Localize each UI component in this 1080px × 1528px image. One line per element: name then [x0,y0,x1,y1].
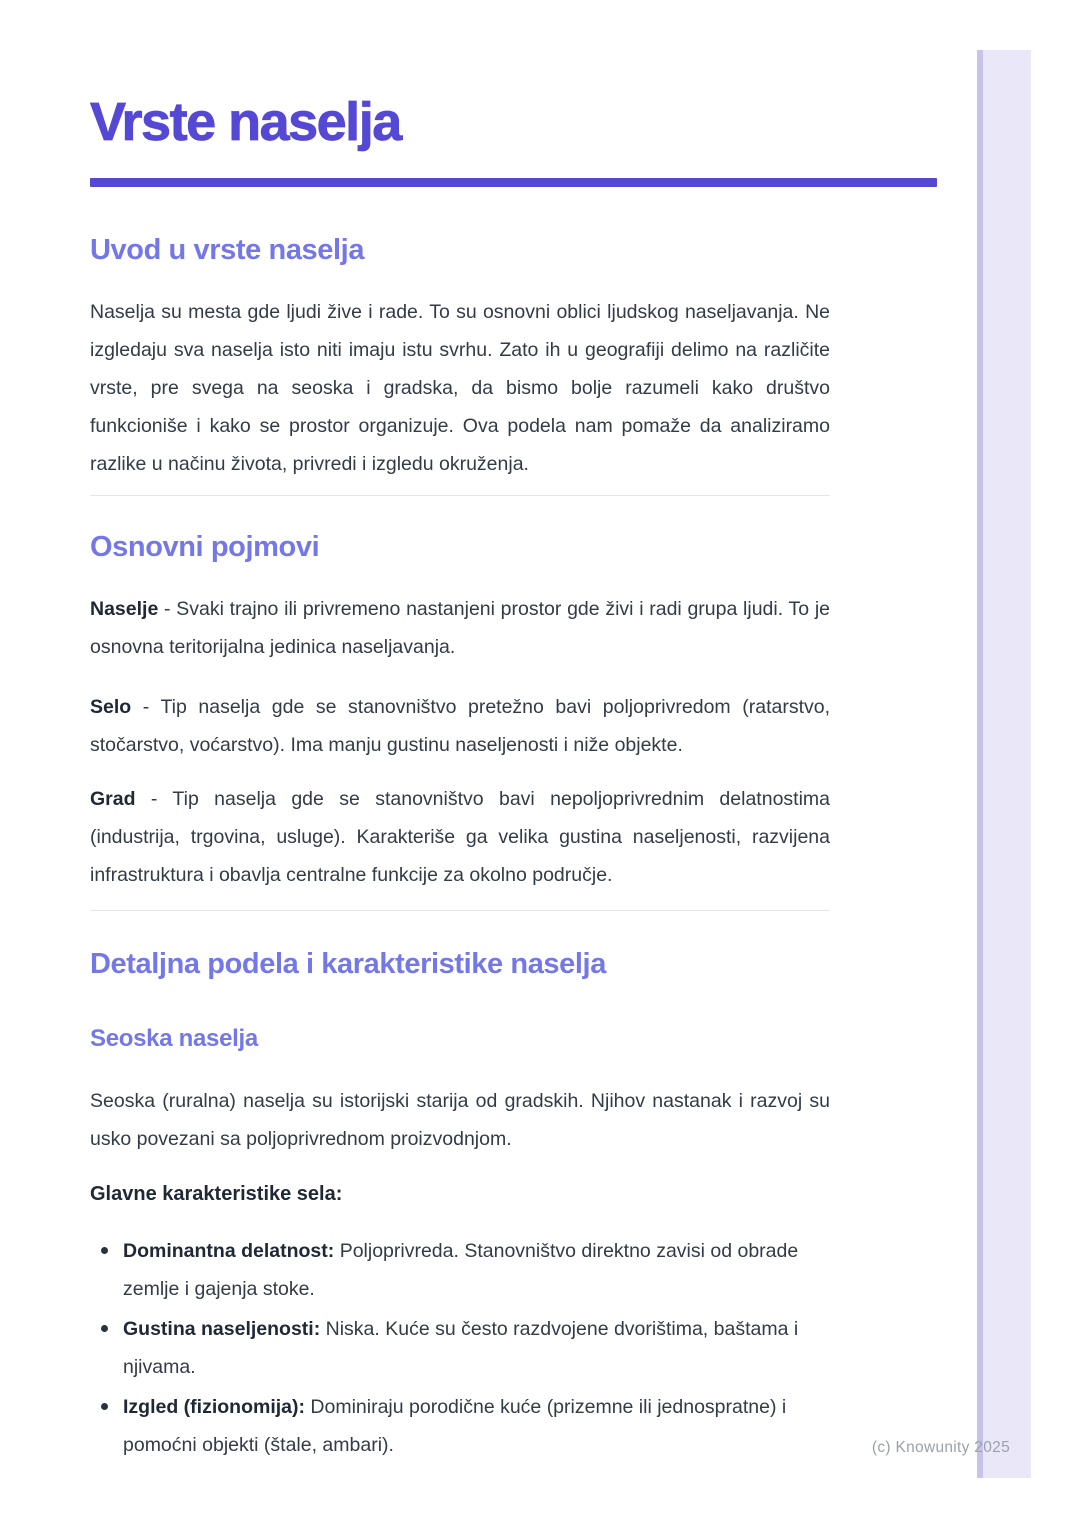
definition-term: Naselje [90,598,159,621]
list-item [90,1232,830,1308]
bullet-icon [101,1325,108,1332]
definition-separator: - [131,696,161,719]
list-item-text: Poljoprivreda. Stanovništvo direktno zavisi od obrade zemlje i gajenja stoke. [123,1239,799,1300]
footer-copyright: (c) Knowunity 2025 [871,1439,1010,1456]
definition-naselje [90,590,830,666]
paragraph-uvod: Naselja su mesta gde ljudi žive i rade. To su osnovni oblici ljudskog naseljavanja. Ne izgledaju sva naselja isto niti imaju istu svrhu. Zato ih u geografiji delimo na različite vrste, pre svega na seoska i gradska, da bismo bolje razumeli kako društvo funkcioniše i kako se prostor organizuje. Ova podela nam pomaže da analiziramo razlike u načinu života, privredi i izgledu okruženja. [90,300,830,475]
list-item-text: Niska. Kuće su često razdvojene dvorištima, baštama i njivama. [123,1317,799,1378]
section-heading-pojmovi: Osnovni pojmovi [90,530,320,563]
definition-text: Tip naselja gde se stanovništvo bavi nepoljoprivrednim delatnostima (industrija, trgovina, usluge). Karakteriše ga velika gustina naseljenosti, razvijena infrastruktura i obavlja centralne funkcije za okolno područje. [90,788,830,887]
list-item-term: Dominantna delatnost: [123,1239,335,1262]
page-edge-accent-bar [977,50,1031,1478]
sub-heading-seoska: Seoska naselja [90,1025,258,1053]
definition-separator: - [135,788,173,811]
bullet-icon [101,1247,108,1254]
list-item [90,1310,830,1386]
paragraph-seoska: Seoska (ruralna) naselja su istorijski starija od gradskih. Njihov nastanak i razvoj su usko povezani sa poljoprivrednom proizvodnjom. [90,1089,830,1150]
section-heading-uvod: Uvod u vrste naselja [90,233,365,266]
section-divider [90,910,830,911]
document-content [90,0,830,1464]
list-title: Glavne karakteristike sela: [90,1182,343,1205]
definition-text: Tip naselja gde se stanovništvo pretežno bavi poljoprivredom (ratarstvo, stočarstvo, voćarstvo). Ima manju gustinu naseljenosti i niže objekte. [90,696,830,757]
list-item-term: Gustina naseljenosti: [123,1317,321,1340]
definition-term: Selo [90,696,132,719]
definition-text: Svaki trajno ili privremeno nastanjeni prostor gde živi i radi grupa ljudi. To je osnovna teritorijalna jedinica naseljavanja. [90,598,830,659]
list-item-text: Dominiraju porodične kuće (prizemne ili jednospratne) i pomoćni objekti (štale, ambari). [123,1395,787,1456]
bullet-icon [101,1403,108,1410]
list-item-term: Izgled (fizionomija): [123,1395,305,1418]
feature-list [90,1232,830,1464]
section-divider [90,495,830,496]
title-rule [90,178,937,187]
definition-selo [90,688,830,764]
page-title: Vrste naselja [90,92,401,152]
definition-separator: - [158,598,177,621]
section-heading-detaljna: Detaljna podela i karakteristike naselja [90,948,606,981]
definition-term: Grad [90,788,136,811]
definition-grad [90,780,830,894]
list-item [90,1388,830,1464]
